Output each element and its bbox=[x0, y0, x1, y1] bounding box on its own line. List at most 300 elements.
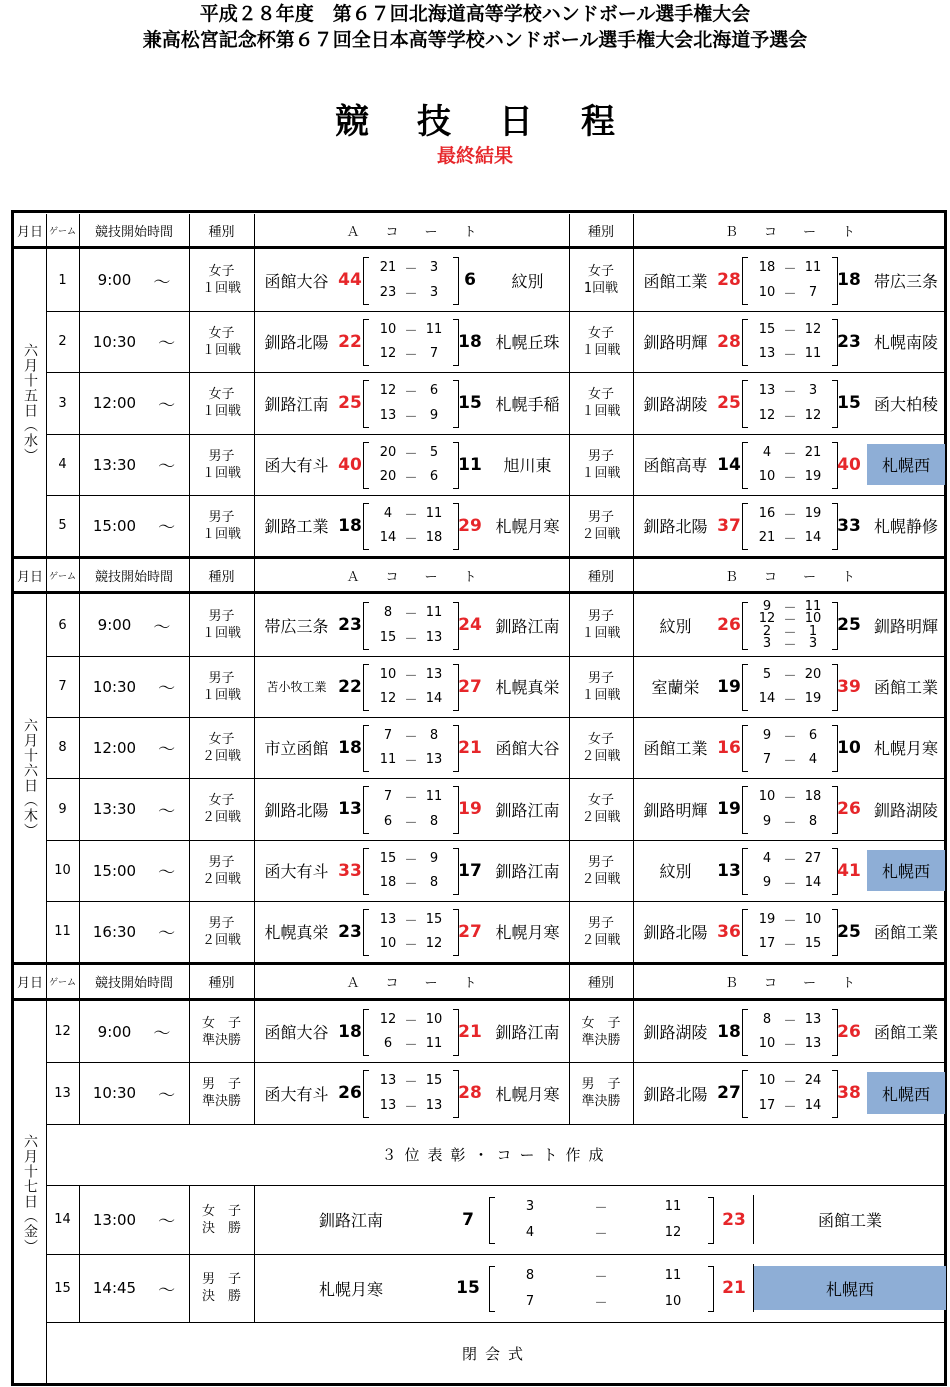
grid-line bbox=[569, 495, 570, 556]
grid-line bbox=[633, 311, 634, 372]
half-score-away: 18 bbox=[804, 789, 822, 804]
grid-line bbox=[79, 434, 80, 495]
match-kind bbox=[189, 372, 254, 434]
ceremony-closing: 閉会式 bbox=[461, 1344, 531, 1363]
header-start-time: 競技開始時間 bbox=[94, 569, 173, 585]
header-start-time: 競技開始時間 bbox=[94, 976, 173, 991]
kind-gender: 女子 bbox=[208, 264, 235, 279]
half-dash: － bbox=[404, 632, 418, 647]
grid-line bbox=[569, 840, 570, 901]
time-value: 9:00 bbox=[97, 271, 132, 289]
score-home: 22 bbox=[338, 331, 362, 352]
half-score-away: 3 bbox=[808, 383, 818, 398]
score-home: 33 bbox=[338, 860, 362, 881]
grid-line bbox=[633, 965, 634, 998]
grid-line bbox=[189, 901, 190, 962]
time-value: 13:30 bbox=[92, 455, 137, 474]
score-away: 25 bbox=[837, 615, 861, 635]
grid-line bbox=[189, 840, 190, 901]
half-score-away: 6 bbox=[808, 727, 818, 743]
half-score-away: 5 bbox=[429, 444, 439, 460]
header-kind-b: 種別 bbox=[587, 976, 614, 991]
score-away: 27 bbox=[458, 921, 482, 942]
score-away: 17 bbox=[458, 860, 482, 881]
grid-line bbox=[569, 901, 570, 962]
grid-line bbox=[254, 965, 255, 998]
kind-gender: 男子 bbox=[587, 915, 614, 931]
half-dash: － bbox=[404, 791, 418, 806]
grid-line bbox=[254, 1062, 255, 1124]
header-game: ゲーム bbox=[48, 571, 76, 582]
grid-line bbox=[254, 249, 255, 311]
game-number: 12 bbox=[54, 1024, 71, 1039]
team-away: 函館工業 bbox=[873, 923, 938, 942]
half-score-away: 21 bbox=[804, 444, 822, 460]
score-home: 44 bbox=[338, 270, 362, 290]
score-home: 13 bbox=[717, 860, 741, 881]
score-home: 27 bbox=[717, 1083, 741, 1103]
half-dash: － bbox=[404, 1100, 418, 1115]
score-home: 16 bbox=[717, 737, 741, 758]
half-score-home: 7 bbox=[383, 727, 393, 743]
grid-line bbox=[633, 901, 634, 962]
half-dash: － bbox=[404, 913, 418, 929]
score-away: 21 bbox=[458, 1021, 482, 1042]
grid-line bbox=[569, 1001, 570, 1062]
half-dash: － bbox=[404, 754, 418, 770]
grid-line bbox=[633, 372, 634, 434]
team-home: 函館大谷 bbox=[264, 1023, 329, 1042]
time-tilde: ～ bbox=[153, 272, 171, 293]
half-score-home: 14 bbox=[379, 530, 397, 546]
header-court-a: Ａ コ ー ト bbox=[346, 224, 477, 240]
grid-line bbox=[254, 559, 255, 591]
half-dash: － bbox=[404, 532, 418, 548]
grid-line bbox=[569, 594, 570, 656]
half-dash: － bbox=[783, 262, 797, 277]
game-number: 9 bbox=[58, 801, 67, 817]
half-score-away: 14 bbox=[804, 530, 822, 546]
half-dash: － bbox=[404, 729, 418, 745]
time-tilde: ～ bbox=[158, 395, 176, 416]
tournament-title: 平成２８年度 第６７回北海道高等学校ハンドボール選手権大会 bbox=[199, 3, 751, 25]
kind-gender: 男子 bbox=[587, 670, 614, 686]
half-score-away: 11 bbox=[664, 1267, 682, 1283]
score-home: 25 bbox=[717, 393, 741, 413]
grid-line bbox=[569, 656, 570, 717]
half-dash: － bbox=[404, 262, 418, 277]
score-away: 26 bbox=[837, 1021, 861, 1042]
start-time bbox=[79, 594, 189, 656]
team-home: 札幌月寒 bbox=[318, 1279, 383, 1299]
grid-line bbox=[189, 372, 190, 434]
kind-gender: 女子 bbox=[587, 264, 614, 279]
half-score-home: 21 bbox=[758, 530, 776, 546]
half-dash: － bbox=[404, 471, 418, 487]
start-time bbox=[79, 778, 189, 840]
half-score-home: 2 bbox=[762, 623, 772, 639]
half-score-home: 10 bbox=[379, 936, 397, 952]
team-away: 紋別 bbox=[511, 271, 544, 291]
half-score-home: 15 bbox=[758, 321, 776, 337]
grid-line bbox=[254, 311, 255, 372]
half-score-home: 3 bbox=[762, 636, 772, 652]
kind-gender: 女子 bbox=[587, 793, 614, 808]
half-score-home: 8 bbox=[525, 1267, 535, 1283]
half-score-home: 13 bbox=[379, 1098, 397, 1113]
game-number: 14 bbox=[54, 1212, 71, 1227]
match-kind bbox=[189, 1185, 254, 1254]
half-score-away: 14 bbox=[425, 691, 443, 707]
score-home: 26 bbox=[717, 615, 741, 635]
grid-line bbox=[189, 965, 190, 998]
half-dash: － bbox=[404, 410, 418, 425]
half-dash: － bbox=[783, 613, 797, 629]
start-time bbox=[79, 717, 189, 778]
half-score-home: 10 bbox=[758, 1036, 776, 1052]
half-score-away: 14 bbox=[804, 1098, 822, 1113]
kind-round: 準決勝 bbox=[581, 1032, 621, 1048]
match-kind bbox=[569, 249, 633, 311]
team-home: 札幌真栄 bbox=[264, 923, 329, 942]
game-number: 3 bbox=[58, 395, 67, 411]
half-dash: － bbox=[783, 729, 797, 745]
time-value: 12:00 bbox=[92, 738, 137, 757]
score-bracket bbox=[489, 1197, 495, 1244]
half-score-away: 3 bbox=[429, 260, 439, 275]
grid-line bbox=[254, 1254, 255, 1322]
schedule-table bbox=[11, 210, 947, 1386]
half-dash: － bbox=[404, 287, 418, 302]
half-dash: － bbox=[783, 754, 797, 770]
half-score-home: 12 bbox=[379, 346, 397, 362]
half-score-home: 12 bbox=[758, 611, 776, 627]
time-tilde: ～ bbox=[158, 679, 176, 699]
half-score-home: 8 bbox=[383, 605, 393, 620]
time-value: 10:30 bbox=[92, 677, 137, 696]
team-away: 札幌西 bbox=[754, 1266, 946, 1310]
half-score-away: 27 bbox=[804, 850, 822, 866]
grid-line bbox=[79, 495, 80, 556]
grid-line bbox=[79, 778, 80, 840]
half-score-home: 7 bbox=[383, 789, 393, 804]
match-kind bbox=[569, 434, 633, 495]
kind-gender: 男 子 bbox=[581, 1077, 621, 1092]
score-away: 23 bbox=[837, 331, 861, 352]
grid-line bbox=[189, 559, 190, 591]
grid-line bbox=[189, 594, 190, 656]
half-score-away: 10 bbox=[804, 911, 822, 927]
game-number: 7 bbox=[58, 679, 67, 694]
match-kind bbox=[189, 594, 254, 656]
team-home: 紋別 bbox=[659, 616, 692, 636]
time-tilde: ～ bbox=[158, 334, 176, 354]
team-away: 釧路江南 bbox=[495, 800, 560, 820]
grid-line bbox=[189, 311, 190, 372]
grid-line bbox=[569, 214, 570, 246]
half-score-away: 13 bbox=[804, 1011, 822, 1027]
score-away: 29 bbox=[458, 515, 482, 536]
team-home: 釧路明輝 bbox=[643, 800, 708, 820]
start-time bbox=[79, 249, 189, 311]
team-home: 苫小牧工業 bbox=[266, 680, 327, 694]
time-tilde: ～ bbox=[158, 1085, 176, 1106]
grid-line bbox=[79, 1062, 80, 1124]
half-dash: － bbox=[404, 852, 418, 868]
half-dash: － bbox=[404, 1013, 418, 1029]
half-dash: － bbox=[404, 693, 418, 709]
grid-line bbox=[189, 1254, 190, 1322]
half-score-home: 6 bbox=[383, 814, 393, 829]
time-value: 15:00 bbox=[92, 516, 137, 535]
game-number: 2 bbox=[58, 334, 67, 349]
time-tilde: ～ bbox=[158, 924, 176, 944]
team-home: 釧路北陽 bbox=[643, 1084, 708, 1104]
grid-line bbox=[79, 901, 80, 962]
kind-round: １回戦 bbox=[581, 465, 621, 481]
half-score-home: 7 bbox=[525, 1293, 535, 1309]
half-score-home: 3 bbox=[525, 1198, 535, 1214]
match-kind bbox=[189, 778, 254, 840]
half-score-away: 13 bbox=[425, 666, 443, 682]
half-dash: － bbox=[783, 852, 797, 868]
team-away: 札幌月寒 bbox=[873, 739, 938, 758]
header-court-a: Ａ コ ー ト bbox=[346, 976, 477, 991]
half-dash: － bbox=[594, 1200, 608, 1216]
match-kind bbox=[569, 372, 633, 434]
score-home: 28 bbox=[717, 270, 741, 290]
score-away: 25 bbox=[837, 921, 861, 942]
time-value: 9:00 bbox=[97, 616, 132, 634]
grid-line bbox=[254, 901, 255, 962]
kind-gender: 女 子 bbox=[201, 1015, 241, 1031]
kind-gender: 女子 bbox=[208, 387, 235, 402]
grid-line bbox=[569, 559, 570, 591]
kind-gender: 男子 bbox=[587, 448, 614, 464]
half-dash: － bbox=[783, 385, 797, 400]
grid-line bbox=[46, 249, 47, 556]
time-tilde: ～ bbox=[158, 518, 176, 538]
half-dash: － bbox=[783, 410, 797, 425]
game-number: 10 bbox=[54, 863, 71, 878]
score-home: 23 bbox=[338, 615, 362, 635]
kind-gender: 男子 bbox=[208, 509, 235, 525]
team-home: 釧路工業 bbox=[264, 517, 329, 536]
header-date: 月日 bbox=[16, 224, 43, 240]
score-away: 39 bbox=[837, 676, 861, 697]
half-score-home: 10 bbox=[758, 789, 776, 804]
half-score-away: 15 bbox=[425, 1073, 443, 1088]
score-away: 15 bbox=[837, 393, 861, 413]
half-dash: － bbox=[404, 607, 418, 622]
half-score-away: 11 bbox=[804, 260, 822, 275]
team-away: 釧路江南 bbox=[495, 616, 560, 636]
header-court-b: Ｂ コ ー ト bbox=[724, 976, 855, 991]
half-score-home: 20 bbox=[379, 469, 397, 485]
kind-round: １回戦 bbox=[201, 626, 241, 641]
half-dash: － bbox=[404, 507, 418, 523]
kind-gender: 女子 bbox=[587, 325, 614, 341]
grid-line bbox=[79, 656, 80, 717]
grid-line bbox=[79, 717, 80, 778]
time-value: 13:00 bbox=[92, 1210, 137, 1229]
score-away: 33 bbox=[837, 515, 861, 536]
header-court-b: Ｂ コ ー ト bbox=[724, 224, 855, 240]
time-tilde: ～ bbox=[158, 863, 176, 883]
match-kind bbox=[189, 656, 254, 717]
half-dash: － bbox=[404, 816, 418, 831]
time-value: 10:30 bbox=[92, 1084, 137, 1102]
half-score-away: 20 bbox=[804, 666, 822, 682]
kind-round: ２回戦 bbox=[581, 748, 621, 764]
grid-line bbox=[753, 1264, 754, 1312]
half-dash: － bbox=[783, 791, 797, 806]
grid-line bbox=[46, 559, 47, 591]
half-dash: － bbox=[404, 877, 418, 893]
kind-round: １回戦 bbox=[581, 342, 621, 358]
half-dash: － bbox=[783, 625, 797, 641]
grid-line bbox=[189, 1062, 190, 1124]
half-dash: － bbox=[783, 600, 797, 616]
kind-round: ２回戦 bbox=[581, 871, 621, 887]
header-date: 月日 bbox=[16, 976, 43, 991]
match-kind bbox=[189, 249, 254, 311]
kind-gender: 男子 bbox=[208, 670, 235, 686]
score-home: 28 bbox=[717, 331, 741, 352]
half-dash: － bbox=[404, 385, 418, 400]
match-kind bbox=[189, 495, 254, 556]
half-score-away: 3 bbox=[808, 636, 818, 652]
grid-line bbox=[189, 778, 190, 840]
time-value: 12:00 bbox=[92, 394, 137, 412]
match-kind bbox=[189, 1001, 254, 1062]
half-score-home: 13 bbox=[379, 1073, 397, 1088]
kind-round: １回戦 bbox=[201, 281, 241, 296]
header-kind-a: 種別 bbox=[208, 976, 235, 991]
kind-round: １回戦 bbox=[201, 465, 241, 481]
kind-round: １回戦 bbox=[201, 526, 241, 542]
score-home: 14 bbox=[717, 454, 741, 475]
half-dash: － bbox=[404, 938, 418, 954]
score-home: 36 bbox=[717, 921, 741, 942]
team-away: 釧路江南 bbox=[495, 862, 560, 881]
score-away: 23 bbox=[722, 1209, 746, 1230]
score-bracket bbox=[708, 1197, 714, 1244]
half-score-away: 11 bbox=[425, 505, 443, 521]
grid-line bbox=[189, 717, 190, 778]
half-score-away: 9 bbox=[429, 850, 439, 866]
header-kind-a: 種別 bbox=[208, 569, 235, 585]
kind-round: ２回戦 bbox=[201, 810, 241, 825]
team-home: 函館高専 bbox=[643, 456, 708, 475]
kind-round: 決 勝 bbox=[201, 1220, 241, 1236]
score-home: 19 bbox=[717, 799, 741, 819]
team-away: 札幌西 bbox=[867, 444, 945, 485]
kind-gender: 男 子 bbox=[201, 1077, 241, 1092]
team-home: 函大有斗 bbox=[264, 862, 329, 881]
team-away: 旭川東 bbox=[503, 456, 552, 475]
team-away: 函館工業 bbox=[817, 1211, 882, 1230]
score-home: 25 bbox=[338, 393, 362, 413]
match-kind bbox=[569, 840, 633, 901]
day-label: 六月十七日（金） bbox=[22, 1133, 38, 1254]
kind-round: ２回戦 bbox=[201, 932, 241, 948]
half-dash: － bbox=[783, 323, 797, 339]
half-dash: － bbox=[404, 1075, 418, 1090]
grid-line bbox=[254, 434, 255, 495]
half-score-home: 6 bbox=[383, 1036, 393, 1052]
match-kind bbox=[569, 901, 633, 962]
team-away: 函館大谷 bbox=[495, 739, 560, 758]
grid-line bbox=[254, 214, 255, 246]
header-date: 月日 bbox=[16, 569, 43, 585]
half-score-home: 12 bbox=[379, 1011, 397, 1027]
day-label: 六月十五日（水） bbox=[22, 342, 38, 463]
score-away: 41 bbox=[837, 860, 861, 881]
half-score-away: 11 bbox=[425, 321, 443, 337]
half-score-home: 15 bbox=[379, 630, 397, 645]
half-score-away: 24 bbox=[804, 1073, 822, 1088]
team-home: 函大有斗 bbox=[264, 456, 329, 475]
half-score-home: 4 bbox=[762, 444, 772, 460]
grid-line bbox=[633, 249, 634, 311]
start-time bbox=[79, 1254, 189, 1322]
team-away: 札幌南陵 bbox=[873, 333, 938, 352]
half-dash: － bbox=[783, 1100, 797, 1115]
team-away: 札幌真栄 bbox=[495, 678, 560, 697]
half-dash: － bbox=[783, 348, 797, 364]
kind-round: 準決勝 bbox=[201, 1094, 241, 1109]
score-home: 18 bbox=[338, 515, 362, 536]
half-score-home: 11 bbox=[379, 752, 397, 768]
half-score-home: 13 bbox=[379, 408, 397, 423]
score-away: 28 bbox=[458, 1083, 482, 1103]
half-score-away: 11 bbox=[425, 605, 443, 620]
score-away: 40 bbox=[837, 454, 861, 475]
match-kind bbox=[569, 717, 633, 778]
half-score-away: 3 bbox=[429, 285, 439, 300]
game-number: 5 bbox=[58, 518, 67, 533]
half-dash: － bbox=[783, 287, 797, 302]
header-court-a: Ａ コ ー ト bbox=[346, 569, 477, 585]
grid-line bbox=[189, 1001, 190, 1062]
match-kind bbox=[189, 434, 254, 495]
team-home: 帯広三条 bbox=[264, 616, 329, 636]
kind-round: ２回戦 bbox=[581, 810, 621, 825]
grid-line bbox=[633, 594, 634, 656]
half-score-away: 13 bbox=[425, 752, 443, 768]
half-score-home: 18 bbox=[758, 260, 776, 275]
score-bracket bbox=[489, 1266, 495, 1312]
grid-line bbox=[79, 1254, 80, 1322]
half-score-home: 12 bbox=[379, 691, 397, 707]
half-score-away: 8 bbox=[429, 814, 439, 829]
start-time bbox=[79, 311, 189, 372]
start-time bbox=[79, 434, 189, 495]
kind-round: １回戦 bbox=[581, 404, 621, 419]
start-time bbox=[79, 372, 189, 434]
kind-gender: 男子 bbox=[208, 448, 235, 464]
half-score-away: 15 bbox=[425, 911, 443, 927]
half-score-away: 11 bbox=[804, 598, 822, 614]
grid-line bbox=[79, 372, 80, 434]
half-score-away: 8 bbox=[429, 875, 439, 891]
match-kind bbox=[189, 840, 254, 901]
grid-line bbox=[79, 965, 80, 998]
half-dash: － bbox=[404, 323, 418, 339]
start-time bbox=[79, 840, 189, 901]
kind-round: １回戦 bbox=[201, 687, 241, 703]
